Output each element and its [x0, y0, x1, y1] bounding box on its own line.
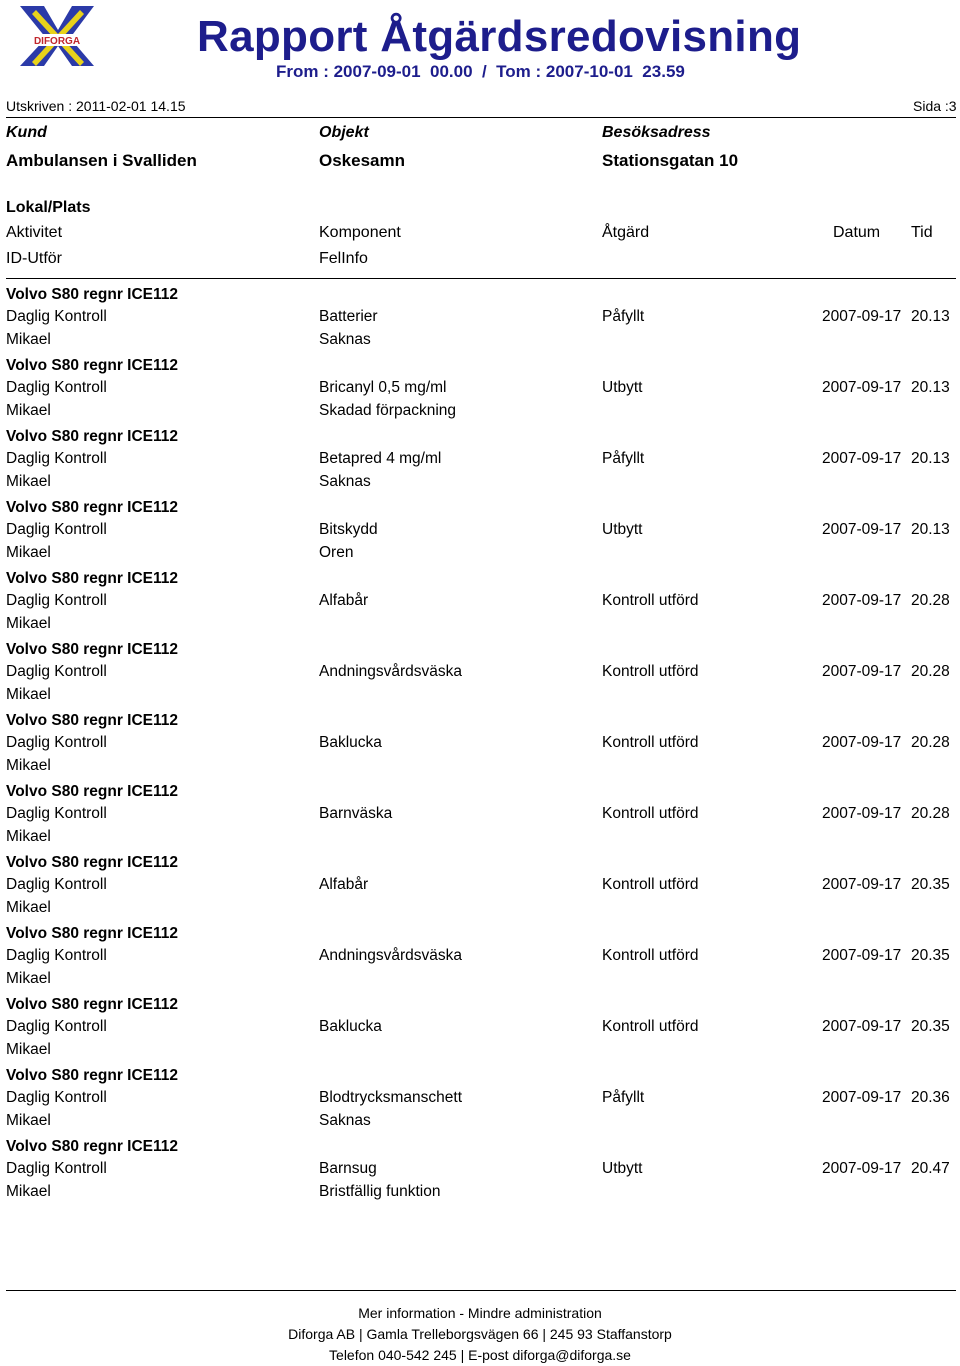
col-atgard: Åtgärd: [602, 224, 650, 241]
table-row: [0, 428, 960, 499]
table-row: [0, 712, 960, 783]
record-component: Barnväska: [319, 805, 393, 822]
report-title: Rapport Åtgärdsredovisning: [197, 12, 802, 61]
columns-divider: [6, 278, 956, 279]
record-action: Utbytt: [602, 1160, 643, 1177]
header-divider: [6, 117, 956, 118]
record-action: Utbytt: [602, 521, 643, 538]
record-component: Betapred 4 mg/ml: [319, 450, 442, 467]
record-felinfo: Saknas: [319, 331, 371, 348]
table-row: [0, 996, 960, 1067]
table-row: [0, 286, 960, 357]
record-date: 2007-09-17: [822, 734, 902, 751]
record-component: Baklucka: [319, 1018, 382, 1035]
record-date: 2007-09-17: [822, 663, 902, 680]
record-performer: Mikael: [6, 970, 51, 987]
record-place: Volvo S80 regnr ICE112: [6, 286, 179, 303]
col-tid: Tid: [911, 224, 933, 241]
record-performer: Mikael: [6, 757, 51, 774]
record-activity: Daglig Kontroll: [6, 947, 107, 964]
record-component: Andningsvårdsväska: [319, 663, 463, 680]
record-place: Volvo S80 regnr ICE112: [6, 1138, 179, 1155]
record-performer: Mikael: [6, 1183, 51, 1200]
record-component: Alfabår: [319, 592, 369, 609]
record-date: 2007-09-17: [822, 1018, 902, 1035]
record-place: Volvo S80 regnr ICE112: [6, 996, 179, 1013]
record-activity: Daglig Kontroll: [6, 592, 107, 609]
kund-value: Ambulansen i Svalliden: [6, 151, 197, 170]
col-felinfo: FelInfo: [319, 250, 368, 267]
svg-text:DIFORGA: DIFORGA: [33, 36, 81, 47]
record-activity: Daglig Kontroll: [6, 308, 107, 325]
records-list: [0, 286, 960, 1209]
record-time: 20.28: [911, 663, 950, 680]
footer-contact: Telefon 040-542 245 | E-post diforga@diforga.se: [329, 1347, 631, 1363]
table-row: [0, 499, 960, 570]
record-place: Volvo S80 regnr ICE112: [6, 570, 179, 587]
record-activity: Daglig Kontroll: [6, 1018, 107, 1035]
record-place: Volvo S80 regnr ICE112: [6, 1067, 179, 1084]
record-action: Kontroll utförd: [602, 592, 699, 609]
record-action: Kontroll utförd: [602, 734, 699, 751]
record-felinfo: Oren: [319, 544, 354, 561]
record-component: Blodtrycksmanschett: [319, 1089, 462, 1106]
record-component: Alfabår: [319, 876, 369, 893]
record-time: 20.28: [911, 592, 950, 609]
record-place: Volvo S80 regnr ICE112: [6, 783, 179, 800]
kund-label: Kund: [6, 124, 47, 141]
record-time: 20.35: [911, 1018, 950, 1035]
record-place: Volvo S80 regnr ICE112: [6, 357, 179, 374]
record-performer: Mikael: [6, 544, 51, 561]
record-place: Volvo S80 regnr ICE112: [6, 712, 179, 729]
record-action: Kontroll utförd: [602, 663, 699, 680]
footer-address: Diforga AB | Gamla Trelleborgsvägen 66 | 245 93 Staffanstorp: [288, 1326, 672, 1342]
table-row: [0, 925, 960, 996]
record-felinfo: Saknas: [319, 1112, 371, 1129]
record-performer: Mikael: [6, 473, 51, 490]
printed-timestamp: Utskriven : 2011-02-01 14.15: [6, 98, 186, 114]
record-date: 2007-09-17: [822, 947, 902, 964]
besoksadress-label: Besöksadress: [602, 124, 711, 141]
record-date: 2007-09-17: [822, 379, 902, 396]
record-performer: Mikael: [6, 615, 51, 632]
record-activity: Daglig Kontroll: [6, 805, 107, 822]
record-activity: Daglig Kontroll: [6, 876, 107, 893]
record-date: 2007-09-17: [822, 1089, 902, 1106]
record-component: Bitskydd: [319, 521, 378, 538]
record-component: Batterier: [319, 308, 378, 325]
record-performer: Mikael: [6, 1041, 51, 1058]
record-time: 20.36: [911, 1089, 950, 1106]
record-performer: Mikael: [6, 1112, 51, 1129]
record-activity: Daglig Kontroll: [6, 1160, 107, 1177]
objekt-label: Objekt: [319, 124, 369, 141]
record-action: Påfyllt: [602, 308, 645, 325]
record-action: Kontroll utförd: [602, 805, 699, 822]
record-felinfo: Bristfällig funktion: [319, 1183, 441, 1200]
table-row: [0, 783, 960, 854]
table-row: [0, 1138, 960, 1209]
record-component: Bricanyl 0,5 mg/ml: [319, 379, 447, 396]
record-component: Barnsug: [319, 1160, 377, 1177]
col-id-utfor: ID-Utför: [6, 250, 62, 267]
record-date: 2007-09-17: [822, 450, 902, 467]
record-date: 2007-09-17: [822, 521, 902, 538]
col-aktivitet: Aktivitet: [6, 224, 63, 241]
record-performer: Mikael: [6, 899, 51, 916]
record-component: Andningsvårdsväska: [319, 947, 463, 964]
table-row: [0, 641, 960, 712]
record-date: 2007-09-17: [822, 876, 902, 893]
col-komponent: Komponent: [319, 224, 401, 241]
record-activity: Daglig Kontroll: [6, 521, 107, 538]
footer-tagline: Mer information - Mindre administration: [358, 1305, 602, 1321]
record-action: Påfyllt: [602, 1089, 645, 1106]
record-place: Volvo S80 regnr ICE112: [6, 428, 179, 445]
record-action: Påfyllt: [602, 450, 645, 467]
record-performer: Mikael: [6, 686, 51, 703]
record-place: Volvo S80 regnr ICE112: [6, 641, 179, 658]
record-action: Utbytt: [602, 379, 643, 396]
footer-divider: [6, 1290, 956, 1291]
record-time: 20.13: [911, 308, 950, 325]
record-performer: Mikael: [6, 402, 51, 419]
besoksadress-value: Stationsgatan 10: [602, 151, 739, 170]
objekt-value: Oskesamn: [319, 151, 405, 170]
record-time: 20.13: [911, 521, 950, 538]
diforga-logo: [18, 4, 96, 68]
record-time: 20.28: [911, 805, 950, 822]
record-date: 2007-09-17: [822, 592, 902, 609]
record-time: 20.13: [911, 379, 950, 396]
col-lokal: Lokal/Plats: [6, 199, 91, 216]
record-action: Kontroll utförd: [602, 876, 699, 893]
record-activity: Daglig Kontroll: [6, 379, 107, 396]
table-row: [0, 854, 960, 925]
record-time: 20.28: [911, 734, 950, 751]
col-datum: Datum: [833, 224, 881, 241]
record-time: 20.13: [911, 450, 950, 467]
record-activity: Daglig Kontroll: [6, 450, 107, 467]
record-time: 20.47: [911, 1160, 950, 1177]
record-felinfo: Skadad förpackning: [319, 402, 457, 419]
record-date: 2007-09-17: [822, 1160, 902, 1177]
date-range: From : 2007-09-01 00.00 / Tom : 2007-10-01 23.59: [276, 62, 685, 81]
record-action: Kontroll utförd: [602, 947, 699, 964]
record-date: 2007-09-17: [822, 308, 902, 325]
record-activity: Daglig Kontroll: [6, 734, 107, 751]
record-place: Volvo S80 regnr ICE112: [6, 499, 179, 516]
record-activity: Daglig Kontroll: [6, 663, 107, 680]
record-activity: Daglig Kontroll: [6, 1089, 107, 1106]
record-action: Kontroll utförd: [602, 1018, 699, 1035]
record-place: Volvo S80 regnr ICE112: [6, 925, 179, 942]
page-number: Sida :3: [913, 98, 957, 114]
record-date: 2007-09-17: [822, 805, 902, 822]
table-row: [0, 570, 960, 641]
record-felinfo: Saknas: [319, 473, 371, 490]
record-component: Baklucka: [319, 734, 382, 751]
record-performer: Mikael: [6, 331, 51, 348]
record-place: Volvo S80 regnr ICE112: [6, 854, 179, 871]
record-performer: Mikael: [6, 828, 51, 845]
record-time: 20.35: [911, 876, 950, 893]
table-row: [0, 357, 960, 428]
table-row: [0, 1067, 960, 1138]
record-time: 20.35: [911, 947, 950, 964]
